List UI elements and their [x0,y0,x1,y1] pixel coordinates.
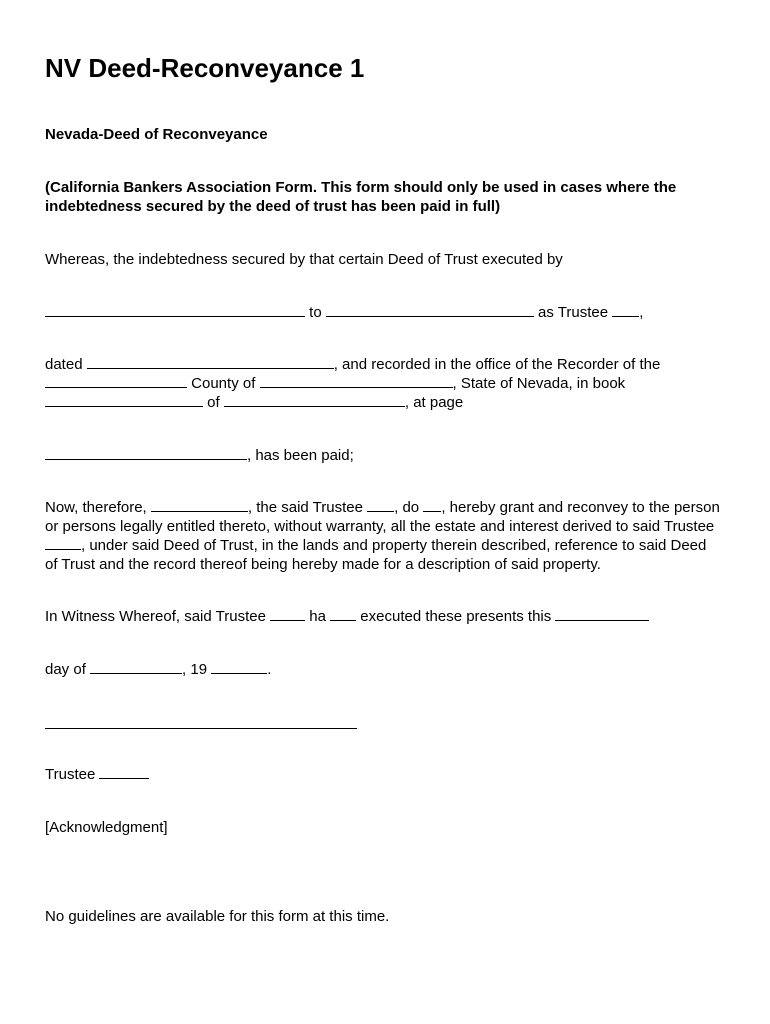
whereas-clause: Whereas, the indebtedness secured by that certain Deed of Trust executed by [45,251,563,268]
trustee-suffix-blank[interactable] [612,304,639,317]
year-blank[interactable] [211,661,267,674]
paid-line: , has been paid; [45,446,735,465]
date-blank[interactable] [87,356,334,369]
county-blank[interactable] [260,375,453,388]
day-of-line: day of , 19 . [45,661,272,678]
beneficiary-blank[interactable] [326,304,534,317]
executed-by-line: to as Trustee , [45,303,735,322]
reconvey-line-4: of Trust and the record thereof being hereby made for a description of said property. [45,556,601,573]
page-blank[interactable] [45,447,247,460]
usage-note: (California Bankers Association Form. This form should only be used in cases where the indebtedness secured by the deed of trust has been paid in full) [45,179,677,215]
reconvey-line-2: or persons legally entitled thereto, without warranty, all the estate and interest derived to said Trustee [45,518,715,535]
ha-suffix-blank[interactable] [330,608,356,621]
form-subtitle: Nevada-Deed of Reconveyance [45,126,268,143]
page-title: NV Deed-Reconveyance 1 [45,53,365,83]
book-blank[interactable] [45,394,203,407]
reconvey-line-3: , under said Deed of Trust, in the lands and property therein described, reference to said Deed [45,536,735,555]
do-suffix-blank[interactable] [423,499,441,512]
acknowledgment-label: [Acknowledgment] [45,819,168,836]
trustee-signature-label: Trustee [45,765,735,784]
county-line: County of , State of Nevada, in book [45,374,735,393]
witness-line: In Witness Whereof, said Trustee ha executed these presents this [45,607,735,626]
trustee-name-blank[interactable] [151,499,248,512]
dated-line: dated , and recorded in the office of the Recorder of the [45,356,661,373]
records-blank[interactable] [224,394,405,407]
trustee-plural-blank[interactable] [367,499,394,512]
trustee-signature-blank[interactable] [99,766,149,779]
book-line: of , at page [45,393,735,412]
trustee-suffix-blank-2[interactable] [45,537,81,550]
recorder-county-blank[interactable] [45,375,187,388]
month-blank[interactable] [90,661,182,674]
guidelines-note: No guidelines are available for this form at this time. [45,908,390,925]
trustor-blank[interactable] [45,304,305,317]
signature-line[interactable] [45,728,357,729]
reconvey-line-1: Now, therefore, , the said Trustee , do , hereby grant and reconvey to the person [45,499,720,516]
executed-day-blank[interactable] [555,608,649,621]
witness-trustee-blank[interactable] [270,608,305,621]
